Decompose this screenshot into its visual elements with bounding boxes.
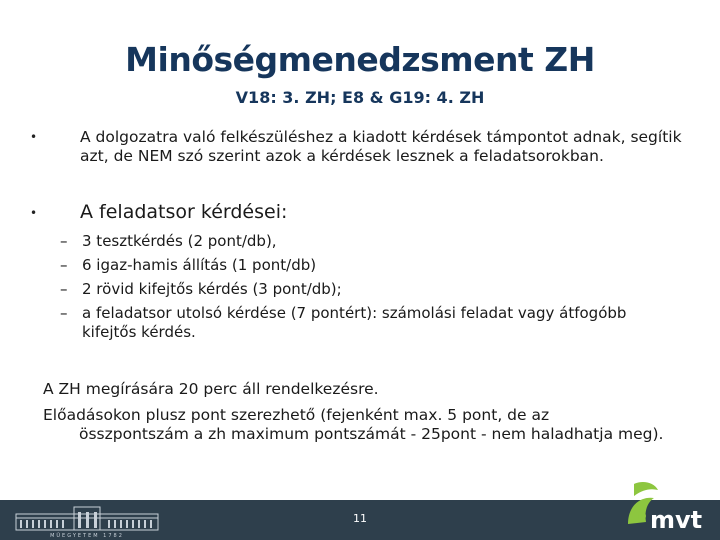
dash-marker: –	[60, 280, 68, 298]
footer-bar	[0, 500, 720, 540]
university-logo-icon	[12, 504, 162, 538]
list-item	[60, 304, 680, 342]
bullet-text-1: A dolgozatra való felkészüléshez a kiadott kérdések támpontot adnak, segítik azt, de NEM szó szerint azok a kérdések lesznek a feladatsorokban.	[80, 128, 682, 165]
sub-list	[60, 232, 680, 347]
slide-title: Minőségmenedzsment ZH	[125, 40, 595, 79]
bullet-text-2: A feladatsor kérdései:	[80, 201, 288, 223]
dash-marker: –	[60, 256, 68, 274]
dash-marker: –	[60, 232, 68, 250]
university-logo-text: MŰEGYETEM 1782	[50, 533, 124, 538]
paragraph-time: A ZH megírására 20 perc áll rendelkezésre.	[43, 380, 379, 398]
paragraph-bonus	[43, 406, 683, 444]
list-item-text: a feladatsor utolsó kérdése (7 pontért): számolási feladat vagy átfogóbb kifejtős kérdés.	[82, 304, 627, 341]
bullet-marker: •	[30, 130, 38, 144]
bullet-marker: •	[30, 206, 38, 220]
mvt-logo-text: mvt	[650, 506, 703, 534]
list-item	[60, 232, 680, 251]
dash-marker: –	[60, 304, 68, 322]
paragraph-bonus-first: Előadásokon plusz pont szerezhető (fejenként max. 5 pont, de az	[43, 406, 550, 424]
list-item-text: 2 rövid kifejtős kérdés (3 pont/db);	[82, 280, 342, 298]
list-item	[60, 256, 680, 275]
list-item-text: 6 igaz-hamis állítás (1 pont/db)	[82, 256, 317, 274]
list-item-text: 3 tesztkérdés (2 pont/db),	[82, 232, 277, 250]
list-item	[60, 280, 680, 299]
page-number: 11	[353, 512, 367, 525]
slide-subtitle: V18: 3. ZH; E8 & G19: 4. ZH	[235, 88, 485, 107]
paragraph-bonus-rest: összpontszám a zh maximum pontszámát - 25pont - nem haladhatja meg).	[79, 425, 664, 443]
